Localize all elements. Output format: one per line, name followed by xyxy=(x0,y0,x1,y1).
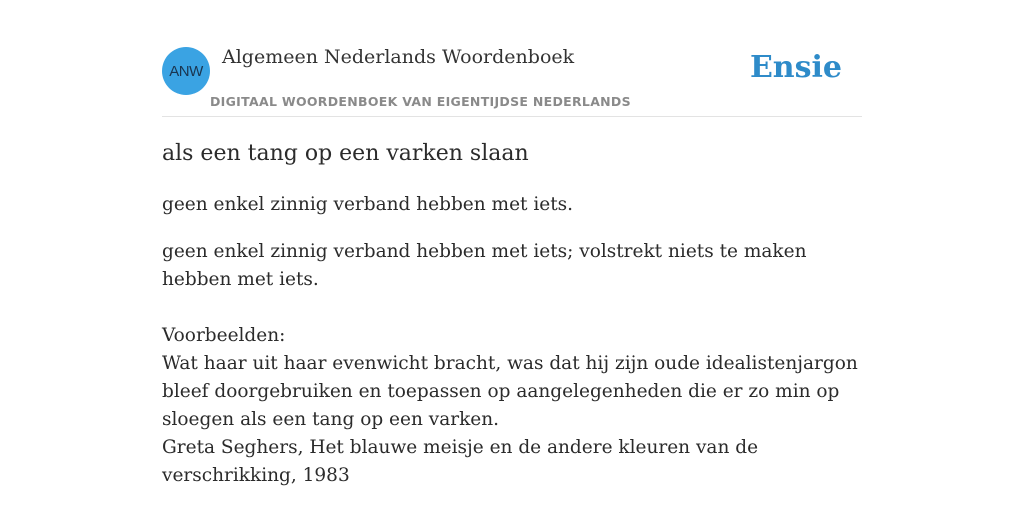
ensie-brand-link[interactable]: Ensie xyxy=(749,50,842,85)
logo-text: ANW xyxy=(169,62,203,80)
example-text: Wat haar uit haar evenwicht bracht, was dat hij zijn oude idealistenjargon bleef doorgebruiken en toepassen op aangelegenheden die er zo min op sloegen als een tang op een varken. xyxy=(162,353,858,430)
site-title-link[interactable]: Algemeen Nederlands Woordenboek xyxy=(222,46,575,68)
short-definition: geen enkel zinnig verband hebben met iets. xyxy=(162,194,574,215)
example-source: Greta Seghers, Het blauwe meisje en de andere kleuren van de verschrikking, 1983 xyxy=(162,437,759,486)
full-definition: geen enkel zinnig verband hebben met iets; volstrekt niets te maken hebben met iets. xyxy=(162,241,807,290)
anw-logo[interactable] xyxy=(162,47,210,95)
entry-term: als een tang op een varken slaan xyxy=(162,141,529,166)
site-header xyxy=(162,0,862,117)
site-subtitle: DIGITAAL WOORDENBOEK VAN EIGENTIJDSE NEDERLANDS xyxy=(210,94,631,109)
examples-label: Voorbeelden: xyxy=(162,325,286,346)
spacer xyxy=(162,294,862,322)
entry-content xyxy=(162,138,862,490)
